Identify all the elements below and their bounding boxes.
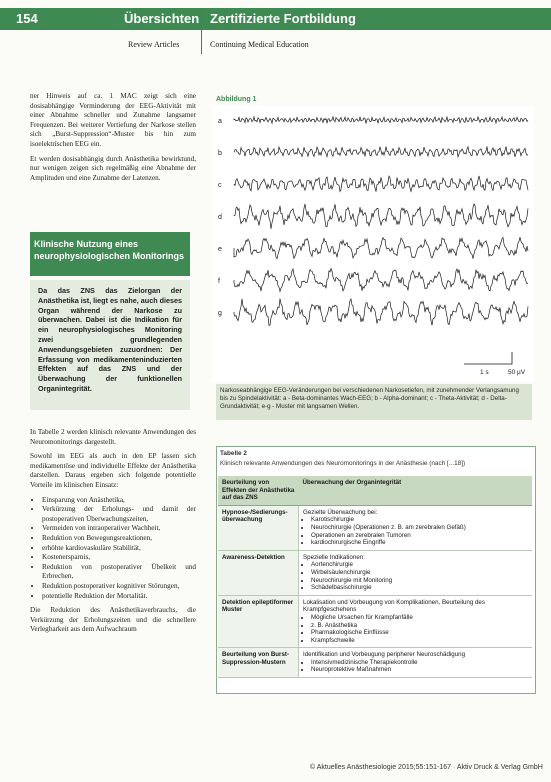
abstract-text: Da das ZNS das Zielorgan der Anästhetika ist, liegt es nahe, auch dieses Organ während der Narkose zu überwachen. Dabei ist die Indikation für ein neurophysiologisches Monitoring zwei grundlegenden Anwendungsgebieten zuzuordnen: Der Erfassung von medikamenteninduzierten Effekten auf das ZNS und der Überwachung der funktionellen Organintegrität. bbox=[38, 286, 182, 393]
paragraph: Sowohl im EEG als auch in den EP lassen sich medikamentöse und individuelle Effekte der Anästhetika darstellen. Daraus ergeben sich folgende potentielle Vorteile im klinischen Einsatz: bbox=[30, 452, 196, 489]
list-item: • Neuroprotektive Maßnahmen bbox=[311, 666, 528, 674]
eeg-trace-c bbox=[234, 176, 528, 192]
table-cell bbox=[299, 595, 533, 648]
table-cell: Detektion epileptiformer Muster bbox=[218, 595, 299, 648]
list-item: • Reduktion von Bewegungsreaktionen, bbox=[42, 534, 196, 544]
eeg-trace-g bbox=[234, 299, 528, 326]
table-cell bbox=[299, 505, 533, 550]
list-item: • Mögliche Ursachen für Krampfanfälle bbox=[311, 614, 528, 622]
left-column-bottom bbox=[30, 428, 196, 640]
trace-label: d bbox=[218, 214, 222, 221]
list-item: • Kostenersparnis, bbox=[42, 553, 196, 563]
scale-bar bbox=[464, 352, 512, 364]
page-header-band bbox=[0, 8, 551, 30]
figure-label: Abbildung 1 bbox=[216, 96, 257, 103]
table-cell: Beurteilung von Burst-Suppression-Mustern bbox=[218, 648, 299, 678]
paragraph: Et werden dosisabhängig durch Anästhetika bewirktund, nur wenigen zeigen sich regelmäßig eine Abnahme der Amplituden und eine Zunahme der Latenzen. bbox=[30, 154, 196, 182]
table-row bbox=[218, 648, 532, 678]
eeg-trace-b bbox=[234, 146, 528, 157]
list-item: • Reduktion postoperativer kognitiver Störungen, bbox=[42, 582, 196, 592]
table-title: Tabelle 2 bbox=[220, 450, 247, 457]
cell-intro: Gezielte Überwachung bei: bbox=[303, 508, 378, 516]
eeg-traces-svg bbox=[212, 106, 534, 382]
eeg-trace-a bbox=[234, 117, 528, 124]
table-header-cell: Beurteilung von Effekten der Anästhetika auf das ZNS bbox=[218, 476, 299, 505]
list-item: • Pharmakologische Einflüsse bbox=[311, 629, 528, 637]
table-cell: Awareness-Detektion bbox=[218, 550, 299, 595]
trace-label: b bbox=[218, 150, 222, 157]
list-item: • Krampfschwelle bbox=[311, 637, 528, 645]
figure-caption: Narkoseabhängige EEG-Veränderungen bei verschiedenen Narkosetiefen, mit zunehmender Verlangsamung bis zu Spindelaktivität: a - Beta-dominantes Wach-EEG; b - Alpha-dominant; c - Theta-Aktivität; d - Delta-Grundaktivität; e-g - Muster mit langsamen Wellen. bbox=[216, 384, 532, 420]
list-item: • Schädelbasischirurgie bbox=[311, 584, 528, 592]
table-header-cell: Überwachung der Organintegrität bbox=[299, 476, 533, 505]
scale-time-label: 1 s bbox=[480, 369, 489, 376]
list-item: • Verkürzung der Erholungs- und damit der postoperativen Überwachungszeiten, bbox=[42, 505, 196, 524]
list-item: • Operationen an zerebralen Tumoren bbox=[311, 532, 528, 540]
table-cell bbox=[299, 648, 533, 678]
list-item: • Neurochirurgie mit Monitoring bbox=[311, 577, 528, 585]
advantages-list bbox=[30, 496, 196, 602]
eeg-trace-d bbox=[234, 204, 528, 229]
trace-label: c bbox=[218, 182, 222, 189]
list-item: • Einsparung von Anästhetika, bbox=[42, 496, 196, 506]
list-item: • Aortenchirurgie bbox=[311, 561, 528, 569]
table-row bbox=[218, 595, 532, 648]
page-number: 154 bbox=[16, 11, 38, 26]
table-row bbox=[218, 550, 532, 595]
header-divider bbox=[201, 10, 202, 54]
cell-intro: Spezielle Indikationen: bbox=[303, 553, 365, 561]
paragraph: Die Reduktion des Anästhetikaverbrauchs, die Verkürzung der Erholungszeiten und die schnellere Verlegbarkeit aus dem Aufwachraum bbox=[30, 606, 196, 634]
trace-label: e bbox=[218, 246, 222, 253]
section-left-title: Übersichten bbox=[124, 11, 200, 26]
trace-label: g bbox=[218, 310, 222, 317]
table-cell bbox=[299, 550, 533, 595]
paragraph: ner Hinweis auf ca. 1 MAC zeigt sich eine dosisabhängige Verminderung der EEG-Aktivität mit einer Abnahme schneller und Zunahme langsamer Frequenzen. Bei weiterer Vertiefung der Narkose stellen sich „Burst-Suppression“-Muster bis hin zum isoelektrischen EEG ein. bbox=[30, 92, 196, 148]
cell-intro: Lokalisation und Vorbeugung von Komplikationen, Beurteilung des Krampfgeschehens bbox=[303, 598, 485, 614]
list-item: • Karotischirurgie bbox=[311, 516, 528, 524]
eeg-trace-f bbox=[234, 269, 528, 292]
list-item: • Reduktion von postoperativer Übelkeit und Erbrechen, bbox=[42, 563, 196, 582]
cell-intro: Identifikation und Vorbeugung peripherer Neuroschädigung bbox=[303, 651, 466, 659]
list-item: • erhöhte kardiovaskuläre Stabilität, bbox=[42, 544, 196, 554]
left-column-top bbox=[30, 92, 196, 188]
scale-amp-label: 50 µV bbox=[508, 369, 526, 376]
list-item: • kardiochirurgische Eingriffe bbox=[311, 539, 528, 547]
page-footer: © Aktuelles Anästhesiologie 2015;55:151-167 · Aktiv Druck & Verlag GmbH bbox=[310, 764, 543, 771]
sub-header-right: Continuing Medical Education bbox=[210, 40, 309, 49]
list-item: • potentielle Reduktion der Mortalität. bbox=[42, 592, 196, 602]
trace-label: a bbox=[218, 118, 222, 125]
list-item: • z. B. Anästhetika bbox=[311, 622, 528, 630]
section-right-title: Zertifizierte Fortbildung bbox=[210, 11, 356, 26]
applications-table bbox=[218, 476, 532, 678]
list-item: • Neurochirurgie (Operationen z. B. am zerebralen Gefäß) bbox=[311, 524, 528, 532]
list-item: • Wirbelsäulenchirurgie bbox=[311, 569, 528, 577]
table-row bbox=[218, 505, 532, 550]
table-cell: Hypnose-/Sedierungs-überwachung bbox=[218, 505, 299, 550]
section-heading-box bbox=[30, 232, 190, 276]
abstract-box bbox=[30, 280, 190, 410]
list-item: • Intensivmedizinische Therapiekontrolle bbox=[311, 659, 528, 667]
sub-header-left: Review Articles bbox=[128, 40, 180, 49]
trace-label: f bbox=[218, 278, 220, 285]
eeg-figure bbox=[212, 106, 534, 382]
paragraph: In Tabelle 2 werden klinisch relevante Anwendungen des Neuromonitorings dargestellt. bbox=[30, 428, 196, 446]
table-description: Klinisch relevante Anwendungen des Neuromonitorings in der Anästhesie (nach [...18]) bbox=[220, 460, 466, 467]
section-heading: Klinische Nutzung eines neurophysiologischen Monitorings bbox=[34, 239, 185, 261]
list-item: • Vermeiden von intraoperativer Wachheit, bbox=[42, 524, 196, 534]
eeg-trace-e bbox=[234, 237, 528, 259]
table-header-row bbox=[218, 476, 532, 505]
